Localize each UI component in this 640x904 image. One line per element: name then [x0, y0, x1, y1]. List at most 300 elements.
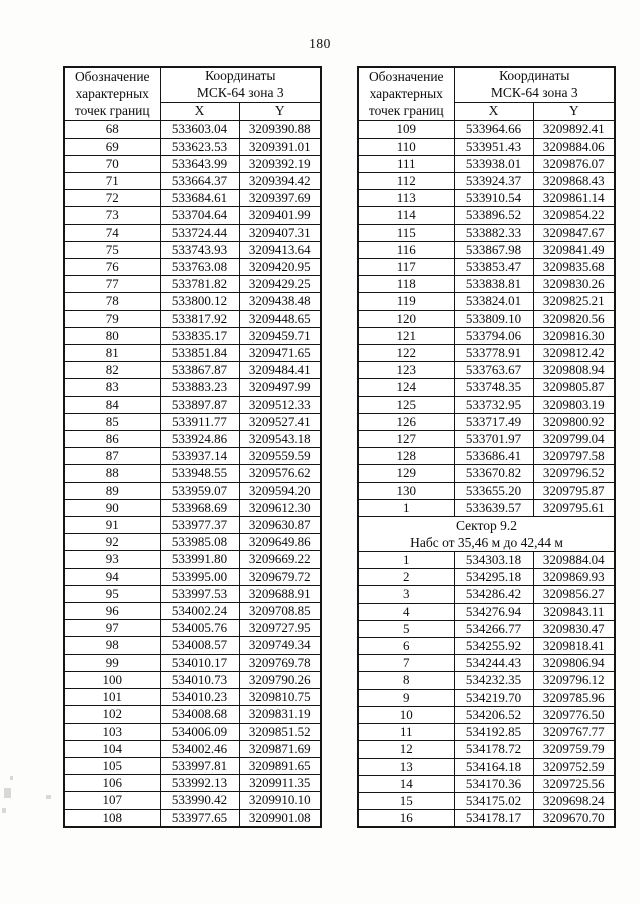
table-cell: 3209420.95: [239, 259, 321, 276]
table-cell: 3209851.52: [239, 723, 321, 740]
table-cell: 533851.84: [160, 345, 239, 362]
table-row: [64, 654, 321, 671]
table-cell: 533603.04: [160, 121, 239, 138]
table-cell: 3209448.65: [239, 310, 321, 327]
table-cell: 533704.64: [160, 207, 239, 224]
table-cell: 68: [64, 121, 160, 138]
table-cell: 533853.47: [454, 259, 533, 276]
table-row: [64, 465, 321, 482]
table-cell: 533938.01: [454, 155, 533, 172]
table-cell: 533991.80: [160, 551, 239, 568]
table-cell: 533717.49: [454, 413, 533, 430]
sector-heading: [358, 517, 615, 552]
table-row: [64, 327, 321, 344]
table-cell: 7: [358, 655, 454, 672]
table-cell: 77: [64, 276, 160, 293]
table-cell: 106: [64, 775, 160, 792]
table-cell: 3209484.41: [239, 362, 321, 379]
table-cell: 14: [358, 775, 454, 792]
table-cell: 3209459.71: [239, 327, 321, 344]
table-cell: 534008.68: [160, 706, 239, 723]
coordinates-table-right: [357, 66, 616, 828]
table-row: [358, 155, 615, 172]
table-cell: 1: [358, 499, 454, 516]
table-cell: 3209884.06: [533, 138, 615, 155]
table-row: [358, 603, 615, 620]
table-row: [358, 465, 615, 482]
table-cell: 102: [64, 706, 160, 723]
table-row: [64, 689, 321, 706]
table-cell: 533910.54: [454, 190, 533, 207]
coordinates-label-line1: Координаты: [499, 68, 570, 84]
table-cell: 3209559.59: [239, 448, 321, 465]
table-cell: 534005.76: [160, 620, 239, 637]
table-row: [64, 259, 321, 276]
table-cell: 3209392.19: [239, 155, 321, 172]
table-cell: 533896.52: [454, 207, 533, 224]
table-row: [64, 379, 321, 396]
table-cell: 94: [64, 568, 160, 585]
table-cell: 534010.23: [160, 689, 239, 706]
table-cell: 533664.37: [160, 173, 239, 190]
column-header-coordinates: [160, 67, 321, 103]
table-cell: 76: [64, 259, 160, 276]
table-cell: 534006.09: [160, 723, 239, 740]
table-cell: 80: [64, 327, 160, 344]
table-row: [64, 757, 321, 774]
table-row: [358, 569, 615, 586]
table-cell: 3209843.11: [533, 603, 615, 620]
table-row: [64, 121, 321, 138]
table-row: [64, 775, 321, 792]
table-cell: 70: [64, 155, 160, 172]
table-cell: 533835.17: [160, 327, 239, 344]
table-cell: 97: [64, 620, 160, 637]
table-cell: 3209594.20: [239, 482, 321, 499]
table-row: [64, 517, 321, 534]
table-cell: 533951.43: [454, 138, 533, 155]
table-row: [64, 603, 321, 620]
table-cell: 3209805.87: [533, 379, 615, 396]
table-cell: 120: [358, 310, 454, 327]
table-cell: 533977.37: [160, 517, 239, 534]
table-cell: 3209413.64: [239, 241, 321, 258]
table-cell: 114: [358, 207, 454, 224]
table-row: [358, 259, 615, 276]
table-cell: 111: [358, 155, 454, 172]
table-cell: 534232.35: [454, 672, 533, 689]
table-cell: 533781.82: [160, 276, 239, 293]
table-row: [358, 672, 615, 689]
table-cell: 109: [358, 121, 454, 138]
table-row: [64, 173, 321, 190]
table-cell: 3209527.41: [239, 413, 321, 430]
table-cell: 95: [64, 585, 160, 602]
table-cell: 3209725.56: [533, 775, 615, 792]
column-header-y: Y: [239, 103, 321, 121]
table-cell: 74: [64, 224, 160, 241]
table-row: [64, 207, 321, 224]
table-cell: 122: [358, 345, 454, 362]
table-cell: 3209876.07: [533, 155, 615, 172]
table-cell: 3209512.33: [239, 396, 321, 413]
table-cell: 3209401.99: [239, 207, 321, 224]
table-cell: 534295.18: [454, 569, 533, 586]
table-cell: 3209796.52: [533, 465, 615, 482]
table-cell: 3209799.04: [533, 431, 615, 448]
table-cell: 533924.86: [160, 431, 239, 448]
table-row: [358, 310, 615, 327]
table-row: [64, 792, 321, 809]
table-cell: 533838.81: [454, 276, 533, 293]
table-cell: 93: [64, 551, 160, 568]
table-cell: 534170.36: [454, 775, 533, 792]
table-cell: 3209818.41: [533, 638, 615, 655]
table-cell: 83: [64, 379, 160, 396]
table-cell: 3209831.19: [239, 706, 321, 723]
table-cell: 85: [64, 413, 160, 430]
table-cell: 534286.42: [454, 586, 533, 603]
table-cell: 533964.66: [454, 121, 533, 138]
sector-title: Сектор 9.2: [456, 518, 518, 534]
table-cell: 5: [358, 620, 454, 637]
table-row: [64, 310, 321, 327]
table-cell: 533748.35: [454, 379, 533, 396]
table-cell: 12: [358, 741, 454, 758]
table-cell: 98: [64, 637, 160, 654]
table-cell: 118: [358, 276, 454, 293]
table-row: [358, 276, 615, 293]
table-cell: 113: [358, 190, 454, 207]
table-cell: 126: [358, 413, 454, 430]
table-cell: 3209497.99: [239, 379, 321, 396]
table-row: [358, 448, 615, 465]
table-cell: 116: [358, 241, 454, 258]
table-row: [358, 758, 615, 775]
table-cell: 533924.37: [454, 173, 533, 190]
scan-artifact: [2, 808, 6, 813]
table-row: [358, 345, 615, 362]
table-cell: 107: [64, 792, 160, 809]
table-cell: 3209429.25: [239, 276, 321, 293]
table-cell: 533948.55: [160, 465, 239, 482]
table-cell: 112: [358, 173, 454, 190]
table-cell: 3209830.26: [533, 276, 615, 293]
table-row: [358, 586, 615, 603]
table-row: [358, 792, 615, 809]
table-cell: 3209795.61: [533, 499, 615, 516]
table-header: [64, 67, 321, 121]
table-cell: 3209785.96: [533, 689, 615, 706]
table-cell: 72: [64, 190, 160, 207]
table-cell: 81: [64, 345, 160, 362]
table-body: [358, 121, 615, 517]
table-cell: 105: [64, 757, 160, 774]
table-row: [64, 534, 321, 551]
table-cell: 3209830.47: [533, 620, 615, 637]
table-cell: 533794.06: [454, 327, 533, 344]
table-cell: 125: [358, 396, 454, 413]
table-cell: 119: [358, 293, 454, 310]
table-cell: 3209394.42: [239, 173, 321, 190]
table-cell: 69: [64, 138, 160, 155]
table-cell: 533800.12: [160, 293, 239, 310]
table-cell: 533990.42: [160, 792, 239, 809]
table-cell: 3209769.78: [239, 654, 321, 671]
table-cell: 129: [358, 465, 454, 482]
table-cell: 3209812.42: [533, 345, 615, 362]
table-row: [64, 551, 321, 568]
table-cell: 3209796.12: [533, 672, 615, 689]
table-cell: 103: [64, 723, 160, 740]
table-cell: 533977.65: [160, 809, 239, 827]
table-cell: 534303.18: [454, 552, 533, 569]
table-row: [358, 241, 615, 258]
table-cell: 9: [358, 689, 454, 706]
table-cell: 533937.14: [160, 448, 239, 465]
table-cell: 534008.57: [160, 637, 239, 654]
table-cell: 3209816.30: [533, 327, 615, 344]
table-cell: 533809.10: [454, 310, 533, 327]
table-row: [358, 207, 615, 224]
table-cell: 3209910.10: [239, 792, 321, 809]
table-cell: 3209806.94: [533, 655, 615, 672]
table-row: [358, 499, 615, 516]
coordinates-label-line2: МСК-64 зона 3: [490, 85, 578, 101]
scan-artifact: [4, 788, 11, 798]
table-cell: 534164.18: [454, 758, 533, 775]
table-cell: 3209407.31: [239, 224, 321, 241]
table-cell: 533882.33: [454, 224, 533, 241]
column-header-coordinates: [454, 67, 615, 103]
table-cell: 533686.41: [454, 448, 533, 465]
table-cell: 3209854.22: [533, 207, 615, 224]
table-cell: 8: [358, 672, 454, 689]
page-number: 180: [309, 36, 331, 51]
table-cell: 3209868.43: [533, 173, 615, 190]
table-cell: 89: [64, 482, 160, 499]
table-cell: 86: [64, 431, 160, 448]
table-row: [358, 810, 615, 828]
table-cell: 533883.23: [160, 379, 239, 396]
table-cell: 533623.53: [160, 138, 239, 155]
table-cell: 533897.87: [160, 396, 239, 413]
table-cell: 82: [64, 362, 160, 379]
table-row: [64, 448, 321, 465]
table-cell: 533743.93: [160, 241, 239, 258]
table-cell: 3209759.79: [533, 741, 615, 758]
table-row: [358, 620, 615, 637]
table-cell: 3209471.65: [239, 345, 321, 362]
table-cell: 3209911.35: [239, 775, 321, 792]
table-cell: 90: [64, 499, 160, 516]
table-cell: 3209871.69: [239, 740, 321, 757]
table-row: [358, 396, 615, 413]
table-row: [64, 190, 321, 207]
table-row: [64, 293, 321, 310]
coordinates-table-left: [63, 66, 322, 828]
table-row: [358, 413, 615, 430]
table-row: [358, 431, 615, 448]
table-cell: 533985.08: [160, 534, 239, 551]
table-row: [358, 362, 615, 379]
table-cell: 11: [358, 724, 454, 741]
table-cell: 3209797.58: [533, 448, 615, 465]
table-cell: 533824.01: [454, 293, 533, 310]
table-cell: 533959.07: [160, 482, 239, 499]
table-cell: 533763.67: [454, 362, 533, 379]
table-row: [64, 568, 321, 585]
table-cell: 533995.00: [160, 568, 239, 585]
table-row: [64, 671, 321, 688]
table-row: [358, 121, 615, 138]
table-cell: 533732.95: [454, 396, 533, 413]
table-cell: 3209891.65: [239, 757, 321, 774]
table-row: [358, 741, 615, 758]
table-cell: 533867.87: [160, 362, 239, 379]
table-cell: 3209397.69: [239, 190, 321, 207]
table-row: [358, 655, 615, 672]
table-cell: 87: [64, 448, 160, 465]
table-row: [64, 620, 321, 637]
table-row: [358, 293, 615, 310]
table-cell: 6: [358, 638, 454, 655]
table-cell: 534175.02: [454, 792, 533, 809]
table-cell: 534002.24: [160, 603, 239, 620]
table-cell: 533655.20: [454, 482, 533, 499]
table-cell: 16: [358, 810, 454, 828]
table-row: [358, 724, 615, 741]
table-cell: 91: [64, 517, 160, 534]
table-cell: 3209841.49: [533, 241, 615, 258]
table-cell: 2: [358, 569, 454, 586]
table-cell: 533997.81: [160, 757, 239, 774]
table-cell: 3209810.75: [239, 689, 321, 706]
table-row: [64, 723, 321, 740]
table-cell: 533867.98: [454, 241, 533, 258]
table-row: [358, 775, 615, 792]
table-row: [358, 379, 615, 396]
table-cell: 534178.17: [454, 810, 533, 828]
table-body: [64, 121, 321, 827]
table-cell: 3209795.87: [533, 482, 615, 499]
table-cell: 96: [64, 603, 160, 620]
table-cell: 3209825.21: [533, 293, 615, 310]
table-row: [64, 396, 321, 413]
table-row: [358, 138, 615, 155]
table-cell: 3: [358, 586, 454, 603]
table-cell: 3209752.59: [533, 758, 615, 775]
table-cell: 79: [64, 310, 160, 327]
table-cell: 3209727.95: [239, 620, 321, 637]
table-cell: 3209679.72: [239, 568, 321, 585]
table-row: [358, 173, 615, 190]
table-cell: 533684.61: [160, 190, 239, 207]
table-cell: 3209698.24: [533, 792, 615, 809]
table-cell: 10: [358, 706, 454, 723]
table-cell: 13: [358, 758, 454, 775]
table-cell: 100: [64, 671, 160, 688]
table-cell: 127: [358, 431, 454, 448]
table-cell: 115: [358, 224, 454, 241]
table-cell: 123: [358, 362, 454, 379]
table-cell: 533911.77: [160, 413, 239, 430]
table-cell: 108: [64, 809, 160, 827]
table-cell: 3209861.14: [533, 190, 615, 207]
table-row: [64, 362, 321, 379]
table-row: [64, 499, 321, 516]
table-cell: 3209649.86: [239, 534, 321, 551]
table-cell: 15: [358, 792, 454, 809]
table-cell: 110: [358, 138, 454, 155]
column-header-x: X: [454, 103, 533, 121]
table-cell: 3209790.26: [239, 671, 321, 688]
table-cell: 3209612.30: [239, 499, 321, 516]
column-header-x: X: [160, 103, 239, 121]
table-cell: 117: [358, 259, 454, 276]
table-row: [358, 638, 615, 655]
table-cell: 533701.97: [454, 431, 533, 448]
table-cell: 533670.82: [454, 465, 533, 482]
table-row: [64, 585, 321, 602]
column-header-point-designation: Обозначение характерных точек границ: [64, 67, 160, 121]
table-cell: 534219.70: [454, 689, 533, 706]
table-cell: 533763.08: [160, 259, 239, 276]
table-cell: 3209767.77: [533, 724, 615, 741]
table-cell: 533817.92: [160, 310, 239, 327]
table-cell: 99: [64, 654, 160, 671]
table-cell: 71: [64, 173, 160, 190]
table-row: [64, 345, 321, 362]
column-header-point-designation: Обозначение характерных точек границ: [358, 67, 454, 121]
table-row: [64, 155, 321, 172]
table-cell: 3209803.19: [533, 396, 615, 413]
table-cell: 73: [64, 207, 160, 224]
table-row: [64, 706, 321, 723]
table-cell: 534266.77: [454, 620, 533, 637]
table-cell: 534192.85: [454, 724, 533, 741]
table-cell: 534010.17: [160, 654, 239, 671]
table-row: [358, 552, 615, 569]
table-cell: 533778.91: [454, 345, 533, 362]
table-row: [64, 138, 321, 155]
table-row: [64, 224, 321, 241]
table-row: [64, 809, 321, 827]
sector-subtitle: Набс от 35,46 м до 42,44 м: [410, 535, 563, 551]
table-cell: 88: [64, 465, 160, 482]
table-row: [358, 224, 615, 241]
sector-divider: [358, 517, 615, 552]
table-cell: 3209901.08: [239, 809, 321, 827]
table-cell: 121: [358, 327, 454, 344]
table-cell: 3209391.01: [239, 138, 321, 155]
table-row: [64, 241, 321, 258]
table-row: [358, 689, 615, 706]
table-cell: 534206.52: [454, 706, 533, 723]
table-cell: 124: [358, 379, 454, 396]
table-row: [64, 431, 321, 448]
table-cell: 1: [358, 552, 454, 569]
table-cell: 130: [358, 482, 454, 499]
table-body: [358, 552, 615, 828]
table-cell: 3209800.92: [533, 413, 615, 430]
table-cell: 128: [358, 448, 454, 465]
table-cell: 3209688.91: [239, 585, 321, 602]
table-cell: 534255.92: [454, 638, 533, 655]
table-cell: 534276.94: [454, 603, 533, 620]
table-header: [358, 67, 615, 121]
column-header-y: Y: [533, 103, 615, 121]
